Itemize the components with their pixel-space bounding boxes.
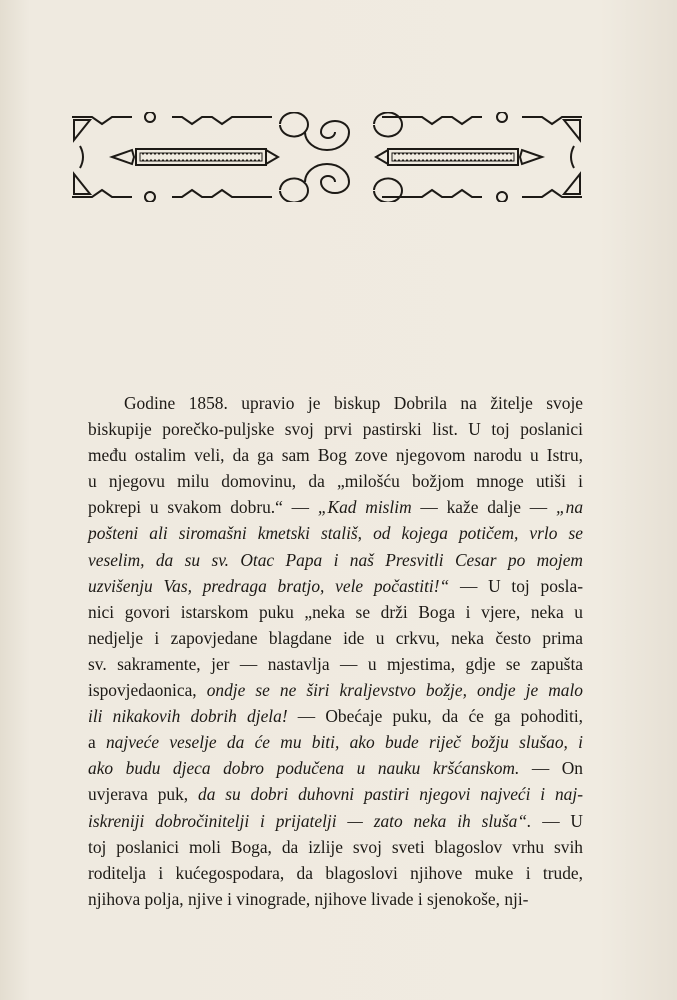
italic-segment: veselim, da su sv. Otac Papa i naš Presvitli Cesar po mojem xyxy=(88,549,583,570)
italic-segment: pošteni ali siromašni kmetski stališ, od kojega potičem, vrlo se xyxy=(88,523,583,544)
text-segment: a xyxy=(88,732,106,753)
text-line xyxy=(88,625,583,651)
italic-segment: ondje se ne širi kraljevstvo božje, ondje je malo xyxy=(206,680,583,701)
italic-segment: najveće veselje da će mu biti, ako bude riječ božju slušao, i xyxy=(105,732,583,753)
text-line xyxy=(88,442,583,468)
text-line xyxy=(88,573,583,599)
text-segment: — On xyxy=(519,758,583,779)
text-segment: pokrepi u svakom dobru.“ — xyxy=(88,497,318,518)
text-segment: roditelja i kućegospodara, da blagoslovi njihove muke i trude, xyxy=(88,862,583,883)
italic-segment: da su dobri duhovni pastiri njegovi najveći i naj- xyxy=(198,784,583,805)
text-line xyxy=(88,468,583,494)
text-line xyxy=(88,781,583,807)
text-segment: — U toj posla- xyxy=(449,575,583,596)
text-segment: nici govori istarskom puku „neka se drži Boga i vjere, neka u xyxy=(88,601,583,622)
text-line xyxy=(88,886,583,912)
text-segment: uvjerava puk, xyxy=(88,784,198,805)
text-line xyxy=(88,416,583,442)
ornamental-headpiece-icon xyxy=(72,112,582,202)
text-line xyxy=(88,808,583,834)
text-line xyxy=(88,390,583,416)
text-line xyxy=(88,860,583,886)
text-line xyxy=(88,547,583,573)
italic-segment: ako budu djeca dobro podučena u nauku kršćanskom. xyxy=(88,758,520,779)
text-segment: — kaže dalje — xyxy=(411,497,556,518)
text-segment: sv. sakramente, jer — nastavlja — u mjestima, gdje se zapušta xyxy=(88,653,583,674)
text-segment: ispovjedaonica, xyxy=(88,680,207,701)
text-line xyxy=(88,703,583,729)
text-segment: u njegovu milu domovinu, da „milošću božjom mnoge utiši i xyxy=(88,471,583,492)
text-line xyxy=(88,834,583,860)
text-segment: — U xyxy=(531,810,583,831)
text-line xyxy=(88,729,583,755)
text-line xyxy=(88,755,583,781)
italic-segment: uzvišenju Vas, predraga bratjo, vele počastiti!“ xyxy=(88,575,450,596)
text-segment: nedjelje i zapovjedane blagdane ide u crkvu, neka često prima xyxy=(88,627,583,648)
text-line xyxy=(88,651,583,677)
text-line xyxy=(88,520,583,546)
italic-segment: iskreniji dobročinitelji i prijatelji — zato neka ih sluša“. xyxy=(88,810,532,831)
text-segment: toj poslanici moli Boga, da izlije svoj sveti blagoslov vrhu svih xyxy=(88,836,583,857)
text-segment: među ostalim veli, da ga sam Bog zove njegovom narodu u Istru, xyxy=(88,445,583,466)
text-segment: — Obećaje puku, da će ga pohoditi, xyxy=(287,706,583,727)
text-segment: biskupije porečko-puljske svoj prvi pastirski list. U toj poslanici xyxy=(88,419,583,440)
body-text xyxy=(88,390,583,912)
text-line xyxy=(88,494,583,520)
text-segment: Godine 1858. upravio je biskup Dobrila na žitelje svoje xyxy=(124,393,583,413)
italic-segment: „na xyxy=(555,497,584,518)
italic-segment: „Kad mislim xyxy=(317,497,412,518)
text-line xyxy=(88,599,583,625)
text-segment: njihova polja, njive i vinograde, njihove livade i sjenokoše, nji- xyxy=(88,888,529,909)
italic-segment: ili nikakovih dobrih djela! xyxy=(88,706,288,727)
text-line xyxy=(88,677,583,703)
